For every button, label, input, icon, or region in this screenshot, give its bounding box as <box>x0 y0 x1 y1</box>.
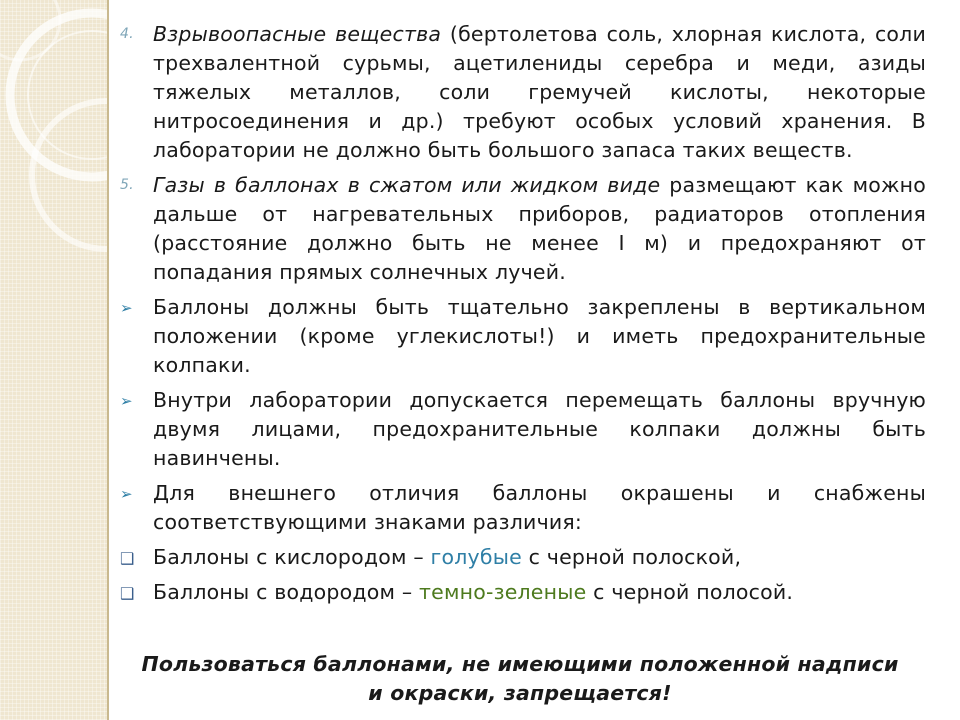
slide-content <box>120 20 926 613</box>
item-text: размещают как можно дальше от нагревательных приборов, радиаторов отопления (расстояние должно быть не менее I м) и предохраняют от попадания прямых солнечных лучей. <box>153 173 926 284</box>
checkbox-bullet-icon: ❑ <box>120 549 135 568</box>
list-item-hydrogen <box>120 578 926 607</box>
list-item-fastening <box>120 293 926 380</box>
item-text: Баллоны должны быть тщательно закреплены в вертикальном положении (кроме углекислоты!) и иметь предохранительные колпаки. <box>153 295 926 377</box>
arrow-bullet-icon: ➢ <box>120 299 133 317</box>
item-text: (бертолетова соль, хлорная кислота, соли трехвалентной сурьмы, ацетилениды серебра и меди, азиды тяжелых металлов, соли гремучей кислоты, некоторые нитросоединения и др.) требуют особых условий хранения. В лаборатории не должно быть большого запаса таких веществ. <box>153 22 926 162</box>
color-word: темно-зеленые <box>419 580 587 604</box>
warning-text: Пользоваться баллонами, не имеющими положенной надписи и окраски, запрещается! <box>141 652 899 705</box>
item-lead: Газы в баллонах в сжатом или жидком виде <box>153 173 661 197</box>
arrow-bullet-icon: ➢ <box>120 485 133 503</box>
decorative-side-panel <box>0 0 107 720</box>
list-number: 4. <box>120 26 134 42</box>
item-text: Внутри лаборатории допускается перемещать баллоны вручную двумя лицами, предохранительные колпаки должны быть навинчены. <box>153 388 926 470</box>
color-word: голубые <box>430 545 522 569</box>
item-text: с черной полосой. <box>586 580 794 604</box>
list-number: 5. <box>120 177 134 193</box>
item-lead: Взрывоопасные вещества <box>153 22 442 46</box>
list-item-gas-cylinders <box>120 171 926 287</box>
list-item-explosives <box>120 20 926 165</box>
item-text: Баллоны с водородом – <box>153 580 420 604</box>
item-text: Для внешнего отличия баллоны окрашены и снабжены соответствующими знаками различия: <box>153 481 926 534</box>
item-text: Баллоны с кислородом – <box>153 545 431 569</box>
list-item-moving <box>120 386 926 473</box>
list-item-coloring <box>120 479 926 537</box>
checkbox-bullet-icon: ❑ <box>120 584 135 603</box>
arrow-bullet-icon: ➢ <box>120 392 133 410</box>
list-item-oxygen <box>120 543 926 572</box>
item-text: с черной полоской, <box>521 545 742 569</box>
decorative-rings <box>0 0 107 720</box>
side-divider <box>107 0 109 720</box>
